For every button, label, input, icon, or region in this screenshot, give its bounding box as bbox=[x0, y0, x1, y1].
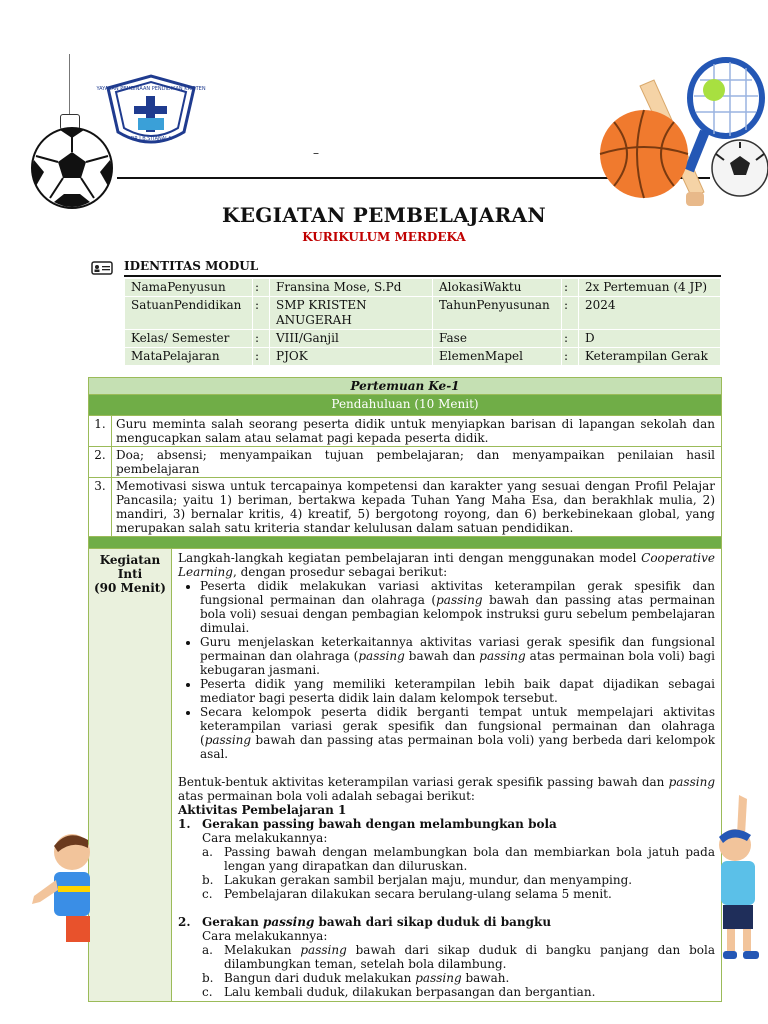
item-text: Guru meminta salah seorang peserta didik untuk menyiapkan barisan di lapangan sekolah dan mengucapkan salam atau selamat pagi kepada peserta didik. bbox=[116, 417, 715, 445]
list-item: c. Lalu kembali duduk, dilakukan berpasangan dan bergantian. bbox=[202, 985, 596, 999]
bentuk-text: Bentuk-bentuk aktivitas keterampilan variasi gerak spesifik passing bawah dan passing atas permainan bola voli adalah sebagai berikut: bbox=[178, 775, 715, 803]
separator: : bbox=[253, 279, 270, 297]
value-cell: D bbox=[579, 330, 721, 348]
soccer-ball-icon bbox=[30, 126, 114, 210]
child-illustration-left bbox=[28, 826, 90, 966]
list-item: a. Melakukan passing bawah dari sikap duduk di bangku panjang dan bola dilambungkan teman, setelah bola dilambung. bbox=[202, 943, 715, 971]
list-item bbox=[89, 478, 721, 537]
value-cell: SMP KRISTEN ANUGERAH bbox=[270, 297, 433, 330]
item-text: Memotivasi siswa untuk tercapainya kompetensi dan karakter yang sesuai dengan Profil Pelajar Pancasila; yaitu 1) beriman, bertakwa kepada Tuhan Yang Maha Esa, dan berakhlak mulia, 2) mandiri, 3) bernalar kritis, 4) kreatif, 5) bergotong royong, dan 6) berkebinekaan global, yang merupakan salah satu kriteria standar kelulusan dalam satuan pendidikan. bbox=[112, 478, 722, 537]
list-item: • Peserta didik yang memiliki keterampilan lebih baik dapat dijadikan sebagai mediator bagi peserta didik lain dalam kelompok tersebut. bbox=[200, 677, 715, 705]
list-item bbox=[89, 447, 721, 478]
label-cell: Fase bbox=[433, 330, 562, 348]
item-text: Doa; absensi; menyampaikan tujuan pembelajaran; dan menyampaikan penilaian hasil pembelajaran bbox=[112, 447, 722, 478]
separator: : bbox=[253, 348, 270, 366]
identitas-rule bbox=[124, 275, 721, 277]
label-cell: AlokasiWaktu bbox=[433, 279, 562, 297]
value-cell: PJOK bbox=[270, 348, 433, 366]
label-line: (90 Menit) bbox=[94, 581, 166, 595]
separator: : bbox=[562, 279, 579, 297]
label-cell: ElemenMapel bbox=[433, 348, 562, 366]
value-cell: Keterampilan Gerak bbox=[579, 348, 721, 366]
identitas-table bbox=[124, 278, 721, 366]
label-cell: Kelas/ Semester bbox=[125, 330, 253, 348]
value-cell: 2x Pertemuan (4 JP) bbox=[579, 279, 721, 297]
table-row bbox=[125, 279, 721, 297]
list-item: b. Bangun dari duduk melakukan passing bawah. bbox=[202, 971, 510, 985]
intro-text: Langkah-langkah kegiatan pembelajaran inti dengan menggunakan model Cooperative Learning, dengan prosedur sebagai berikut: bbox=[178, 551, 715, 579]
child-illustration-right bbox=[717, 795, 768, 965]
steps-list bbox=[178, 579, 715, 761]
list-item: b. Lakukan gerakan sambil berjalan maju, mundur, dan menyamping. bbox=[202, 873, 633, 887]
list-item: c. Pembelajaran dilakukan secara berulang-ulang selama 5 menit. bbox=[202, 887, 612, 901]
pendahuluan-row bbox=[89, 395, 722, 416]
table-row bbox=[125, 348, 721, 366]
logo-bottom-text: DR.J.B.SITANALA bbox=[130, 136, 172, 142]
list-item: • Peserta didik melakukan variasi aktivitas keterampilan gerak spesifik dan fungsional permainan dan olahraga (passing bawah dan passing atas permainan bola voli) sesuai dengan pembagian kelompok instruksi guru sebelum pembelajaran dimulai. bbox=[200, 579, 715, 635]
cara-label: Cara melakukannya: bbox=[202, 929, 328, 943]
gerakan-1-heading: 1. Gerakan passing bawah dengan melambungkan bola bbox=[178, 817, 557, 831]
separator: : bbox=[562, 297, 579, 330]
label-cell: MataPelajaran bbox=[125, 348, 253, 366]
separator: : bbox=[253, 330, 270, 348]
label-line: Kegiatan bbox=[99, 553, 161, 567]
kegiatan-inti-label bbox=[89, 549, 172, 1002]
kegiatan-table bbox=[88, 377, 722, 1002]
table-row bbox=[125, 297, 721, 330]
value-cell: 2024 bbox=[579, 297, 721, 330]
kegiatan-inti-content bbox=[172, 549, 722, 1002]
gerakan-2-heading: 2. Gerakan passing bawah dari sikap duduk di bangku bbox=[178, 915, 552, 929]
ornament-string bbox=[69, 54, 70, 118]
separator: : bbox=[562, 348, 579, 366]
sports-equipment-icon bbox=[596, 56, 768, 216]
logo-top-text: YAYASAN PEMBINAAN PENDIDIKAN KRISTEN bbox=[96, 86, 206, 92]
pertemuan-row bbox=[89, 378, 722, 395]
table-row bbox=[89, 416, 722, 537]
value-cell: VIII/Ganjil bbox=[270, 330, 433, 348]
list-item: • Guru menjelaskan keterkaitannya aktivitas variasi gerak spesifik dan fungsional permainan dan olahraga (passing bawah dan passing atas permainan bola voli) bagi kebugaran jasmani. bbox=[200, 635, 715, 677]
table-row bbox=[125, 330, 721, 348]
id-card-icon bbox=[91, 261, 113, 275]
separator: : bbox=[562, 330, 579, 348]
list-item: a. Passing bawah dengan melambungkan bola dan membiarkan bola jatuh pada lengan yang dirapatkan dan diluruskan. bbox=[202, 845, 715, 873]
pertemuan-title: Pertemuan Ke-1 bbox=[89, 378, 722, 395]
pendahuluan-list bbox=[89, 416, 721, 536]
pendahuluan-title: Pendahuluan (10 Menit) bbox=[89, 395, 722, 416]
label-cell: SatuanPendidikan bbox=[125, 297, 253, 330]
value-cell: Fransina Mose, S.Pd bbox=[270, 279, 433, 297]
label-cell: TahunPenyusunan bbox=[433, 297, 562, 330]
school-logo bbox=[96, 74, 206, 154]
item-number: 2. bbox=[89, 447, 112, 478]
header-dash: – bbox=[313, 146, 319, 160]
cara-label: Cara melakukannya: bbox=[202, 831, 328, 845]
page-title: KEGIATAN PEMBELAJARAN bbox=[222, 203, 546, 227]
identitas-heading: IDENTITAS MODUL bbox=[124, 259, 259, 273]
kegiatan-inti-row bbox=[89, 549, 722, 1002]
page-subtitle: KURIKULUM MERDEKA bbox=[302, 230, 466, 244]
separator-row bbox=[89, 537, 722, 549]
item-number: 3. bbox=[89, 478, 112, 537]
aktivitas-heading: Aktivitas Pembelajaran 1 bbox=[178, 803, 347, 817]
label-cell: NamaPenyusun bbox=[125, 279, 253, 297]
list-item bbox=[89, 416, 721, 447]
list-item: • Secara kelompok peserta didik berganti tempat untuk mempelajari aktivitas keterampilan variasi gerak spesifik dan fungsional permainan dan olahraga (passing bawah dan passing atas permainan bola voli) yang berbeda dari kelompok asal. bbox=[200, 705, 715, 761]
separator: : bbox=[253, 297, 270, 330]
label-line: Inti bbox=[117, 567, 143, 581]
item-number: 1. bbox=[89, 416, 112, 447]
